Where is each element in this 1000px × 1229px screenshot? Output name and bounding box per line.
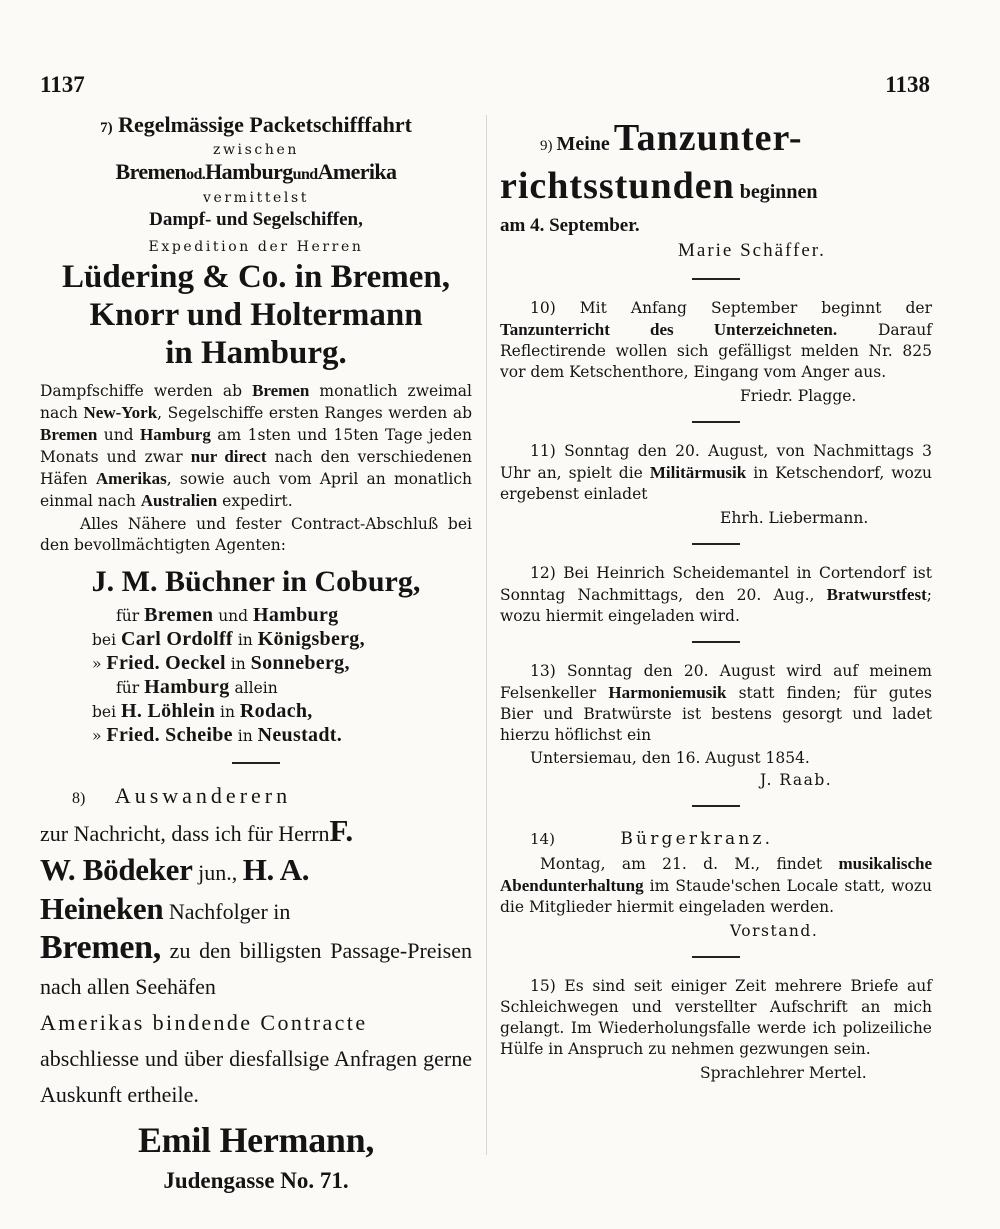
ad8-nachfolger: Nachfolger in: [163, 899, 291, 924]
ad12-body: [500, 563, 932, 627]
ad9-line-1: [500, 118, 932, 166]
ad14-number: 14): [530, 830, 555, 848]
agent-pre: für: [116, 679, 145, 697]
ad14-heading: Bürgerkranz.: [620, 829, 774, 849]
ad8-heading-line: [40, 782, 472, 813]
ad8-line-1: zur Nachricht, dass ich für Herrn: [40, 821, 330, 846]
ad15-signature: Sprachlehrer Mertel.: [700, 1064, 867, 1082]
ad9-meine: Meine: [556, 133, 610, 155]
ad14-signature: Vorstand.: [730, 922, 819, 940]
page-number-right: 1138: [885, 72, 930, 97]
ad11-signature: Ehrh. Liebermann.: [720, 509, 869, 527]
ad-15: [500, 976, 932, 1084]
right-column: [500, 118, 932, 1084]
ad8-bodeker: W. Bödeker: [40, 852, 193, 887]
ad10-signature: Friedr. Plagge.: [740, 387, 857, 405]
agent-place: Hamburg: [253, 604, 339, 626]
agent-post: ,: [359, 628, 365, 650]
ad7-title: Regelmässige Packetschifffahrt: [118, 112, 412, 137]
text-run: statt finden; für gutes Bier und Bratwürste ist bestens gesorgt und ladet hierzu höflichst ein: [500, 684, 932, 744]
ad8-jun: jun.,: [192, 860, 243, 885]
ad-10: [500, 298, 932, 407]
text-run: 13) Sonntag den 20. August wird auf meinem Felsenkeller: [500, 662, 932, 702]
ad9-date: am 4. September.: [500, 215, 640, 236]
ad8-rest: zu den billigsten Passage-Preisen nach allen Seehäfen: [40, 938, 472, 999]
text-run: am 1sten und 15ten Tage jeden Monats und zwar: [40, 426, 472, 466]
ad9-number: 9): [540, 138, 553, 154]
separator: [692, 278, 740, 280]
ad7-route-bremen: Bremen: [115, 159, 187, 184]
text-run: , Segelschiffe ersten Ranges werden ab: [157, 404, 472, 422]
ad-13: [500, 661, 932, 791]
ad7-body-2: Alles Nähere und fester Contract-Abschluß bei den bevollmächtigten Agenten:: [40, 515, 472, 554]
ad14-heading-line: [500, 825, 932, 853]
ad9-line-2: [500, 166, 932, 214]
agent-place: Neustadt: [257, 724, 337, 746]
agent-name: Fried. Oeckel: [106, 652, 226, 674]
bold-run: Tanzunterricht des Unterzeichneten.: [500, 320, 838, 339]
bold-run: New-York: [83, 403, 158, 422]
ad13-signature: J. Raab.: [760, 771, 833, 789]
bold-run: Australien: [140, 491, 218, 510]
page-number-left: 1137: [40, 72, 85, 97]
column-divider: [486, 115, 487, 1155]
ad-12: [500, 563, 932, 627]
agent-name: Carl Ordolff: [120, 628, 233, 650]
agent-pre: bei: [92, 703, 121, 721]
bold-run: Harmoniemusik: [608, 683, 727, 702]
agent-name: Fried. Scheibe: [106, 724, 233, 746]
bold-run: Bremen: [252, 381, 310, 400]
text-run: in Ketschendorf, wozu ergebenst einladet: [500, 464, 932, 503]
agent-name: Hamburg: [144, 676, 230, 698]
ad7-route-od: od.: [186, 166, 206, 183]
ad8-initial-f: F.: [329, 813, 353, 848]
bold-run: Militärmusik: [649, 463, 747, 482]
ad8-initials-ha: H. A.: [242, 852, 310, 887]
text-run: Montag, am 21. d. M., findet: [540, 855, 839, 873]
ad7-vermittelst: vermittelst: [202, 190, 310, 206]
text-run: Dampfschiffe werden ab: [40, 382, 253, 400]
ad8-address: Judengasse No. 71.: [163, 1168, 349, 1193]
agent-row: [40, 700, 472, 724]
agent-row: [40, 604, 472, 628]
text-run: 11) Sonntag den 20. August, von Nachmittags 3 Uhr an, spielt die: [500, 442, 932, 482]
ad8-text: [40, 813, 472, 1199]
ad7-firm-line-2: Knorr und Holtermann: [89, 297, 423, 333]
ad7-title-line: [40, 112, 472, 141]
separator: [692, 421, 740, 423]
agent-mid: in: [232, 727, 258, 745]
ad7-ships: Dampf- und Segelschiffen,: [149, 209, 363, 230]
ad11-body: [500, 441, 932, 505]
ad8-bremen: Bremen,: [40, 929, 161, 966]
separator: [692, 641, 740, 643]
ad7-body: [40, 380, 472, 512]
ad13-body: [500, 661, 932, 746]
agent-row: [40, 676, 472, 700]
ad-14: [500, 825, 932, 942]
agent-post: ,: [307, 700, 313, 722]
ad8-heineken: Heineken: [40, 891, 164, 926]
ad7-zwischen: zwischen: [213, 142, 299, 158]
ad7-route-hamburg: Hamburg: [205, 159, 293, 184]
bold-run: musikalische Abendunterhaltung: [500, 854, 932, 895]
ad14-body: [500, 853, 932, 918]
ad7-route-amerika: Amerika: [317, 159, 397, 184]
ad8-rest-2: abschliesse und über diesfallsige Anfragen gerne Auskunft ertheile.: [40, 1046, 472, 1107]
agent-pre: »: [92, 655, 107, 673]
ad9-signature: Marie Schäffer.: [678, 240, 826, 261]
text-run: , sowie auch vom April an monatlich einmal nach: [40, 470, 473, 510]
agent-place: Rodach: [239, 700, 308, 722]
ad8-heading: Auswanderern: [114, 783, 292, 808]
agent-row: [40, 628, 472, 652]
left-column: [40, 112, 472, 1199]
bold-run: Bratwurstfest: [826, 585, 927, 604]
text-run: nach den verschiedenen Häfen: [40, 448, 472, 488]
agent-name: Bremen: [144, 604, 214, 626]
agent-pre: »: [92, 727, 107, 745]
text-run: Darauf Reflectirende wollen sich gefälligst melden Nr. 825 vor dem Ketschenthore, Eingang vom Anger aus.: [500, 321, 933, 381]
separator: [692, 956, 740, 958]
bold-run: nur direct: [190, 447, 267, 466]
ad9-title-2: richtsstunden: [500, 165, 735, 207]
ad7-expedition: Expedition der Herren: [148, 239, 364, 255]
agent-mid: in: [225, 655, 251, 673]
agent-pre: bei: [92, 631, 121, 649]
text-run: ; wozu hiermit eingeladen wird.: [500, 586, 932, 625]
agent-mid: und: [213, 607, 254, 625]
ad7-number: 7): [100, 120, 113, 136]
ad13-place-date: Untersiemau, den 16. August 1854.: [530, 749, 810, 767]
ad7-route-und: und: [292, 166, 318, 183]
separator: [692, 805, 740, 807]
agent-name: H. Löhlein: [120, 700, 216, 722]
agent-mid: in: [215, 703, 240, 721]
bold-run: Hamburg: [140, 425, 211, 444]
ad10-body: [500, 298, 932, 383]
ad9-beginnen: beginnen: [734, 181, 818, 203]
agent-row: [40, 724, 472, 748]
text-run: 10) Mit Anfang September beginnt der: [530, 299, 932, 317]
agent-post: .: [336, 724, 343, 746]
text-run: monatlich zweimal nach: [40, 382, 473, 422]
ad-9: [500, 118, 932, 264]
agent-post: ,: [344, 652, 350, 674]
ad8-number: 8): [72, 790, 86, 807]
agent-pre: für: [116, 607, 145, 625]
text-run: im Staude'schen Locale statt, wozu die Mitglieder hiermit eingeladen werden.: [500, 877, 932, 916]
ad7-firm-line-3: in Hamburg.: [165, 335, 347, 371]
ad8-name: Emil Hermann,: [137, 1120, 375, 1160]
ad8-spaced-line: Amerikas bindende Contracte: [40, 1010, 368, 1035]
text-run: und: [97, 426, 141, 444]
ad7-route: [40, 159, 472, 188]
ad15-body: 15) Es sind seit einiger Zeit mehrere Briefe auf Schleichwegen und verstellter Aufschrift an mich gelangt. Im Wiederholungsfalle werde ich polizeiliche Hülfe in Anspruch zu nehmen gezwungen sein.: [500, 977, 932, 1058]
ad-8: [40, 782, 472, 1199]
ad-11: [500, 441, 932, 529]
ad9-title-1: Tanzunter-: [613, 117, 803, 159]
text-run: expedirt.: [217, 492, 293, 510]
text-run: 12) Bei Heinrich Scheidemantel in Cortendorf ist Sonntag Nachmittags, den 20. Aug.,: [500, 564, 932, 604]
bold-run: Amerikas: [95, 469, 167, 488]
agent-place: Sonneberg: [250, 652, 345, 674]
agent-place: Königsberg: [257, 628, 360, 650]
ad-7: [40, 112, 472, 748]
separator: [232, 762, 280, 764]
ad7-agent-main: J. M. Büchner in Coburg,: [91, 565, 421, 598]
agent-mid: allein: [229, 679, 278, 697]
agent-mid: in: [232, 631, 258, 649]
agent-row: [40, 652, 472, 676]
bold-run: Bremen: [40, 425, 98, 444]
separator: [692, 543, 740, 545]
ad7-firm-line-1: Lüdering & Co. in Bremen,: [61, 259, 451, 295]
ad7-agent-list: [40, 604, 472, 748]
